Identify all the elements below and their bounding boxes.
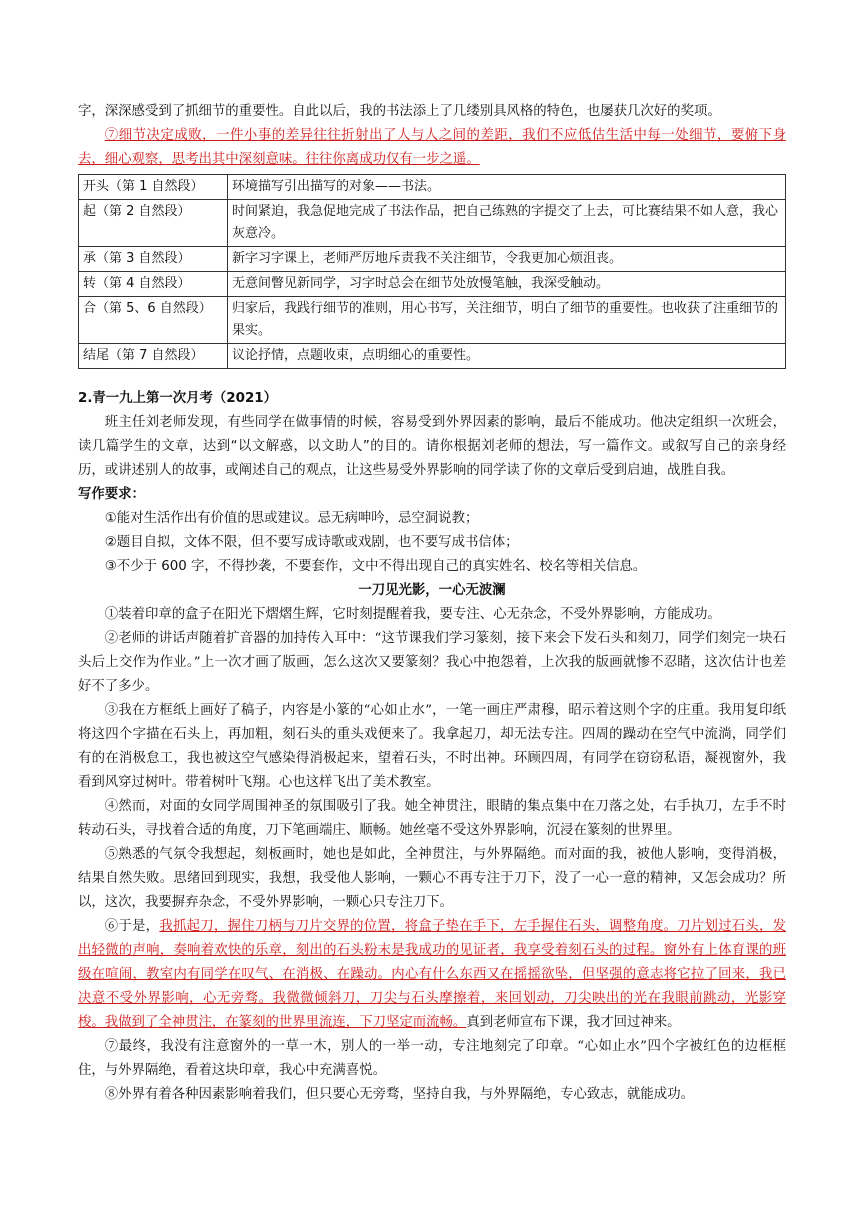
prompt-paragraph: 班主任刘老师发现，有些同学在做事情的时候，容易受到外界因素的影响，最后不能成功。他决定组织一次班会，读几篇学生的文章，达到“以文解惑，以文助人”的目的。请你根据刘老师的想法，写一篇作文。或叙写自己的亲身经历，或讲述别人的故事，或阐述自己的观点，让这些易受外界影响的同学读了你的文章后受到启迪，战胜自我。: [78, 415, 786, 478]
structure-table: [78, 174, 786, 369]
table-row: [79, 297, 786, 344]
row-label: 开头（第 1 自然段）: [79, 175, 228, 200]
requirement-item: ③不少于 600 字，不得抄袭，不要套作，文中不得出现自己的真实姓名、校名等相关信息。: [104, 559, 647, 574]
requirement-item: ②题目自拟，文体不限，但不要写成诗歌或戏剧，也不要写成书信体；: [104, 535, 519, 550]
table-row: [79, 247, 786, 272]
requirements-title: 写作要求：: [78, 487, 145, 502]
paragraph-lead: ⑥于是，: [104, 919, 160, 934]
essay-title: 一刀见光影，一心无波澜: [358, 583, 506, 598]
essay-paragraph: ⑤熟悉的气氛令我想起，刻板画时，她也是如此，全神贯注，与外界隔绝。而对面的我，被他人影响，变得消极，结果自然失败。思绪回到现实，我想，我受他人影响，一颗心不再专注于刀下，没了一心一意的精神，又怎会成功？所以，这次，我要摒弃杂念，不受外界影响，一颗心只专注刀下。: [78, 847, 786, 910]
intro-conclusion-paragraph: ⑦细节决定成败，一件小事的差异往往折射出了人与人之间的差距，我们不应低估生活中每一处细节，要俯下身去，细心观察，思考出其中深刻意味。往往你离成功仅有一步之遥。: [78, 128, 786, 167]
table-row: [79, 344, 786, 369]
row-text: 环境描写引出描写的对象——书法。: [228, 175, 786, 200]
section-heading: 2.青一九上第一次月考（2021）: [78, 391, 277, 406]
essay-paragraph: ②老师的讲话声随着扩音器的加持传入耳中：“这节课我们学习篆刻，接下来会下发石头和刻刀，同学们刻完一块石头后上交作为作业。”上一次才画了版画，怎么这次又要篆刻？我心中抱怨着，上次我的版画就惨不忍睹，这次估计也差好不了多少。: [78, 631, 786, 694]
row-text: 议论抒情，点题收束，点明细心的重要性。: [228, 344, 786, 369]
row-label: 合（第 5、6 自然段）: [79, 297, 228, 344]
essay-paragraph: ④然而，对面的女同学周围神圣的氛围吸引了我。她全神贯注，眼睛的集点集中在刀落之处，右手执刀，左手不时转动石头，寻找着合适的角度，刀下笔画端庄、顺畅。她丝毫不受这外界影响，沉浸在篆刻的世界里。: [78, 799, 786, 838]
table-row: [79, 175, 786, 200]
intro-paragraph: 字，深深感受到了抓细节的重要性。自此以后，我的书法添上了几缕别具风格的特色，也屡获几次好的奖项。: [78, 104, 721, 119]
essay-paragraph: ⑧外界有着各种因素影响着我们，但只要心无旁骛，坚持自我，与外界隔绝，专心致志，就能成功。: [104, 1087, 694, 1102]
row-text: 新字习字课上，老师严厉地斥责我不关注细节，令我更加心烦沮丧。: [228, 247, 786, 272]
row-label: 结尾（第 7 自然段）: [79, 344, 228, 369]
essay-paragraph: ③我在方框纸上画好了稿子，内容是小篆的“心如止水”，一笔一画庄严肃穆，昭示着这则个字的庄重。我用复印纸将这四个字描在石头上，再加粗，刻石头的重头戏便来了。我拿起刀，却无法专注。四周的躁动在空气中流淌，同学们有的在消极怠工，我也被这空气感染得消极起来，望着石头，不时出神。环顾四周，有同学在窃窃私语，凝视窗外，我看到风穿过树叶。带着树叶飞翔。心也这样飞出了美术教室。: [78, 703, 786, 790]
table-row: [79, 200, 786, 247]
highlighted-text: 我抓起刀，握住刀柄与刀片交界的位置，将盒子垫在手下，左手握住石头，调整角度。刀片划过石头，发出轻微的声响，奏响着欢快的乐章，刻出的石头粉末是我成功的见证者，我享受着刻石头的过程。窗外有上体育课的班级在喧闹，教室内有同学在叹气、在消极、在躁动。内心有什么东西又在摇摇欲坠，但坚强的意志将它拉了回来，我已决意不受外界影响，心无旁骛。我微微倾斜刀，刀尖与石头摩擦着，来回划动，刀尖映出的光在我眼前跳动，光影穿梭。我做到了全神贯注，在篆刻的世界里流连，下刀坚定而流畅。: [78, 919, 786, 1030]
row-label: 承（第 3 自然段）: [79, 247, 228, 272]
row-label: 转（第 4 自然段）: [79, 272, 228, 297]
essay-paragraph-highlighted: [78, 915, 786, 1035]
row-text: 无意间瞥见新同学，习字时总会在细节处放慢笔触，我深受触动。: [228, 272, 786, 297]
table-row: [79, 272, 786, 297]
paragraph-tail: 真到老师宣布下课，我才回过神来。: [466, 1015, 681, 1030]
row-text: 时间紧迫，我急促地完成了书法作品，把自己练熟的字提交了上去，可比赛结果不如人意，我心灰意冷。: [228, 200, 786, 247]
row-label: 起（第 2 自然段）: [79, 200, 228, 247]
essay-paragraph: ⑦最终，我没有注意窗外的一草一木，别人的一举一动，专注地刻完了印章。“心如止水”四个字被红色的边框框住，与外界隔绝，看着这块印章，我心中充满喜悦。: [78, 1039, 786, 1078]
essay-paragraph: ①装着印章的盒子在阳光下熠熠生辉，它时刻提醒着我，要专注、心无杂念，不受外界影响，方能成功。: [104, 607, 721, 622]
row-text: 归家后，我践行细节的准则，用心书写，关注细节，明白了细节的重要性。也收获了注重细节的果实。: [228, 297, 786, 344]
document-page: [78, 100, 786, 1107]
requirement-item: ①能对生活作出有价值的思或建议。忌无病呻吟，忌空洞说教；: [104, 511, 479, 526]
